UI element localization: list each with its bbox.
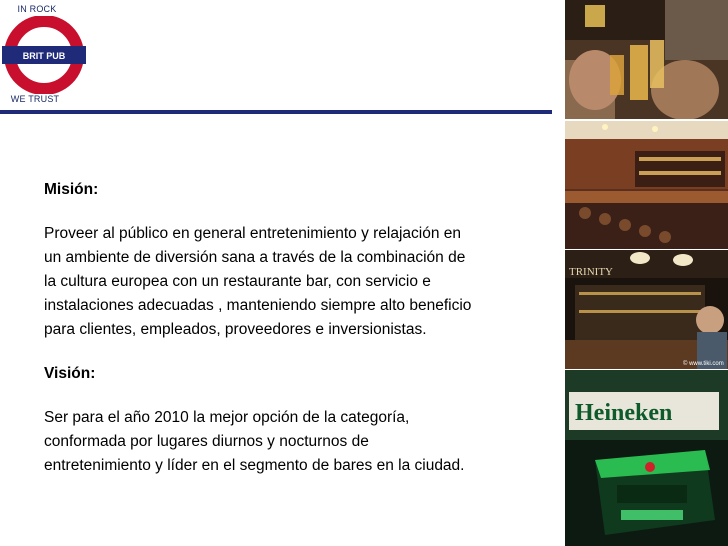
mision-line: para clientes, empleados, proveedores e inversionistas. [44, 321, 427, 338]
mision-line: Proveer al público en general entretenimiento y relajación en [44, 225, 462, 242]
spacer [44, 202, 554, 222]
header-divider [0, 110, 552, 114]
mision-line: la cultura europea con un restaurante bar, con servicio e [44, 273, 431, 290]
trinity-sign-text: TRINITY [569, 266, 613, 278]
vision-heading: Visión: [44, 365, 96, 382]
logo-top-text: IN ROCK [17, 4, 57, 14]
mision-heading: Misión: [44, 181, 99, 198]
photo-column [565, 0, 728, 546]
heineken-sign-text: Heineken [575, 400, 673, 426]
trinity-bar-photo [565, 250, 728, 369]
main-text [44, 178, 554, 478]
vision-line: conformada por lugares diurnos y nocturnos de [44, 433, 369, 450]
brit-pub-logo [0, 0, 90, 108]
logo-badge-text: BRIT PUB [22, 51, 66, 61]
mision-line: instalaciones adecuadas , manteniendo siempre alto beneficio [44, 297, 472, 314]
vision-line: entretenimiento y líder en el segmento de bares en la ciudad. [44, 457, 465, 474]
logo-bottom-text: WE TRUST [10, 94, 60, 104]
vision-line: Ser para el año 2010 la mejor opción de la categoría, [44, 409, 410, 426]
spacer [44, 342, 554, 362]
photo-watermark: © www.tiki.com [683, 361, 724, 367]
pub-toast-photo [565, 0, 728, 119]
heineken-cooler-photo [565, 370, 728, 546]
underground-roundel-icon [0, 16, 90, 94]
spacer [44, 386, 554, 406]
mision-line: un ambiente de diversión sana a través de la combinación de [44, 249, 466, 266]
bar-interior-photo [565, 121, 728, 249]
